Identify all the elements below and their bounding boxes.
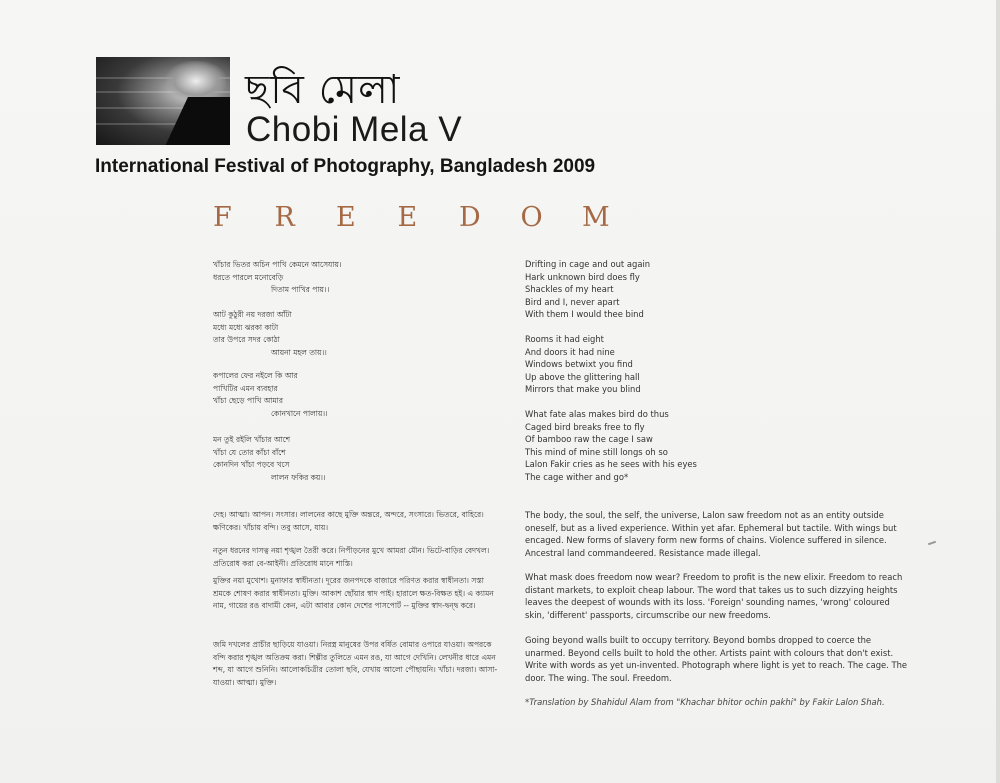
poem-line: Drifting in cage and out again <box>525 259 651 269</box>
english-poem-stanza-1 <box>525 258 915 321</box>
prose-paragraph: মুক্তির নয়া মুখোশ। মুনাফার স্বাধীনতা। দূরের জনপদকে বাজারে পরিণত করার স্বাধীনতা। সস্তা শ্রমকে শোষণ করার স্বাধীনতা। মুক্তি। আকাশ ছোঁয়ার স্বাদ পাই। হারালে ক্ষত-বিক্ষত হই। এ ক্যামন নাম, গায়ের রঙ বাদামী কেন, এটা আবার কোন দেশের পাসপোর্ট -- মুক্তির স্বাদ-দ্বন্দ্ব করে। <box>213 576 494 610</box>
bengali-logo: ছবি মেলা <box>245 67 401 113</box>
heading-letter: O <box>520 202 543 233</box>
poem-line: Windows betwixt you find <box>525 359 633 370</box>
english-poem-stanza-3 <box>525 408 915 484</box>
festival-title: Chobi Mela V <box>246 110 463 149</box>
poem-line: মধ্যে মধ্যে ঝরকা কাটা <box>213 322 279 332</box>
bengali-poem-stanza-4 <box>213 434 498 484</box>
heading-letter: R <box>274 202 295 233</box>
poem-line: Mirrors that make you blind <box>525 384 641 395</box>
translation-credit: *Translation by Shahidul Alam from "Khachar bhitor ochin pakhi" by Fakir Lalon Shah. <box>525 697 885 707</box>
prose-paragraph: জমি দখলের প্রাচীর ছাড়িয়ে যাওয়া। নিরস্ত্র মানুষের উপর বর্ষিত বোমার ওপারে যাওয়া। অপরকে বন্দি করার শৃঙ্খল অতিক্রম করা। শিল্পীর তুলিতে এমন রঙ, যা আগে দেখিনি। লেখনীর ধারে এমন শব্দ, যা আগে শুনিনি। আলোকচিত্রীর তোলা ছবি, যেখায় আলো পৌছায়নি। খাঁচা। দরজা। আসা-যাওয়া। আত্মা। মুক্তি। <box>213 640 498 687</box>
poem-line: Shackles of my heart <box>525 284 614 295</box>
poem-line: This mind of mine still longs oh so <box>525 446 668 457</box>
poem-line: Hark unknown bird does fly <box>525 271 640 282</box>
poem-line: খাঁচা ছেড়ে পাখি আমার <box>213 396 283 405</box>
poem-line: মন তুই রইলি খাঁচার আশে <box>213 435 291 444</box>
heading-letter: M <box>582 202 610 233</box>
prose-paragraph: The body, the soul, the self, the universe, Lalon saw freedom not as an entity outside oneself, but as a lived experience. Within yet afar. Ephemeral but tactile. With wings but encaged. New forms of slavery form new forms of chains. Violence suffered in silence. Ancestral land commandeered. Resistance made illegal. <box>525 510 897 558</box>
poem-line: ধরতে পারলে মনোবেড়ি <box>213 272 284 282</box>
poem-line: Of bamboo raw the cage I saw <box>525 434 653 445</box>
bengali-poem-stanza-1 <box>213 259 498 297</box>
heading-letter: D <box>459 202 481 233</box>
poem-line: দিতাম পাখির পায়।। <box>271 285 330 294</box>
poem-line: কোনদিন খাঁচা পড়বে খসে <box>213 460 290 469</box>
poem-line: And doors it had nine <box>525 346 615 357</box>
heading-letter: E <box>397 202 418 233</box>
poem-line: তার উপরে সদর কোঠা <box>213 335 280 344</box>
poem-line: পাখিটির এমন ব্যবহার <box>213 383 278 393</box>
poem-line: Bird and I, never apart <box>525 296 620 307</box>
festival-subtitle: International Festival of Photography, Bangladesh 2009 <box>95 156 596 177</box>
heading-letter: E <box>336 202 356 233</box>
prose-paragraph: What mask does freedom now wear? Freedom to profit is the new elixir. Freedom to reach distant markets, to exploit cheap labour. The word that takes us to such dizzying heights leaves the deepest of wounds with its loss. 'Foreign' sounding names, 'wrong' coloured skin, 'different' passports, circumscribe our new freedoms. <box>525 572 903 620</box>
prose-paragraph: দেহ। আত্মা। আপন। সংসার। লালনের কাছে মুক্তি অন্তরে, অন্দরে, সংসারে। ভিতরে, বাহিরে। ক্ষণিকের। খাঁচায় বন্দি। তবু আসে, যায়। <box>213 510 484 532</box>
poem-line: কপালের ফের নইলে কি আর <box>213 371 298 380</box>
poem-line: The cage wither and go* <box>525 471 629 482</box>
poem-line: কোনখানে পালায়।। <box>271 408 328 418</box>
paper-edge <box>996 0 1000 783</box>
heading-letter: F <box>213 202 232 233</box>
poem-line: Lalon Fakir cries as he sees with his eyes <box>525 459 697 470</box>
poem-line: লালন ফকির কয়।। <box>271 472 326 482</box>
bengali-poem-stanza-3 <box>213 370 498 420</box>
poem-line: Caged bird breaks free to fly <box>525 421 645 432</box>
poem-line: With them I would thee bind <box>525 309 644 320</box>
english-prose-2 <box>525 571 915 621</box>
bengali-poem-stanza-2 <box>213 309 498 359</box>
bengali-prose-1 <box>213 509 498 534</box>
bengali-prose-4 <box>213 639 498 689</box>
poem-line: খাঁচা যে তোর কাঁচা বাঁশে <box>213 447 286 457</box>
bengali-prose-3 <box>213 575 498 613</box>
poem-line: আট কুঠুরী নয় দরজা আঁটা <box>213 310 292 319</box>
poem-line: খাঁচার ভিতর অচিন পাখি কেমনে আসেযায়। <box>213 260 342 269</box>
english-poem-stanza-2 <box>525 333 915 396</box>
poem-line: আয়না মহল তায়।। <box>271 347 327 357</box>
prose-paragraph: Going beyond walls built to occupy territory. Beyond bombs dropped to coerce the unarmed. Beyond cells built to hold the other. Artists paint with colours that don't exist. Write with words as yet un-invented. Photograph where light is yet to reach. The cage. The door. The wing. The soul. Freedom. <box>525 635 908 683</box>
english-prose-3 <box>525 634 915 684</box>
header-photo <box>96 57 230 145</box>
poem-line: Up above the glittering hall <box>525 371 640 382</box>
freedom-heading <box>213 202 644 233</box>
bengali-prose-2 <box>213 545 498 570</box>
poem-line: What fate alas makes bird do thus <box>525 409 669 419</box>
english-prose-1 <box>525 509 915 559</box>
prose-paragraph: নতুন ধরনের দাসত্ব নয়া শৃঙ্খল তৈরী করে। নিপীড়নের মুখে আমরা মৌন। ভিটে-বাড়ির বেদখল। প্রতিরোধ করা বে-আইনী। প্রতিরোধ মানে শাস্তি। <box>213 546 490 568</box>
poem-line: Rooms it had eight <box>525 334 604 344</box>
